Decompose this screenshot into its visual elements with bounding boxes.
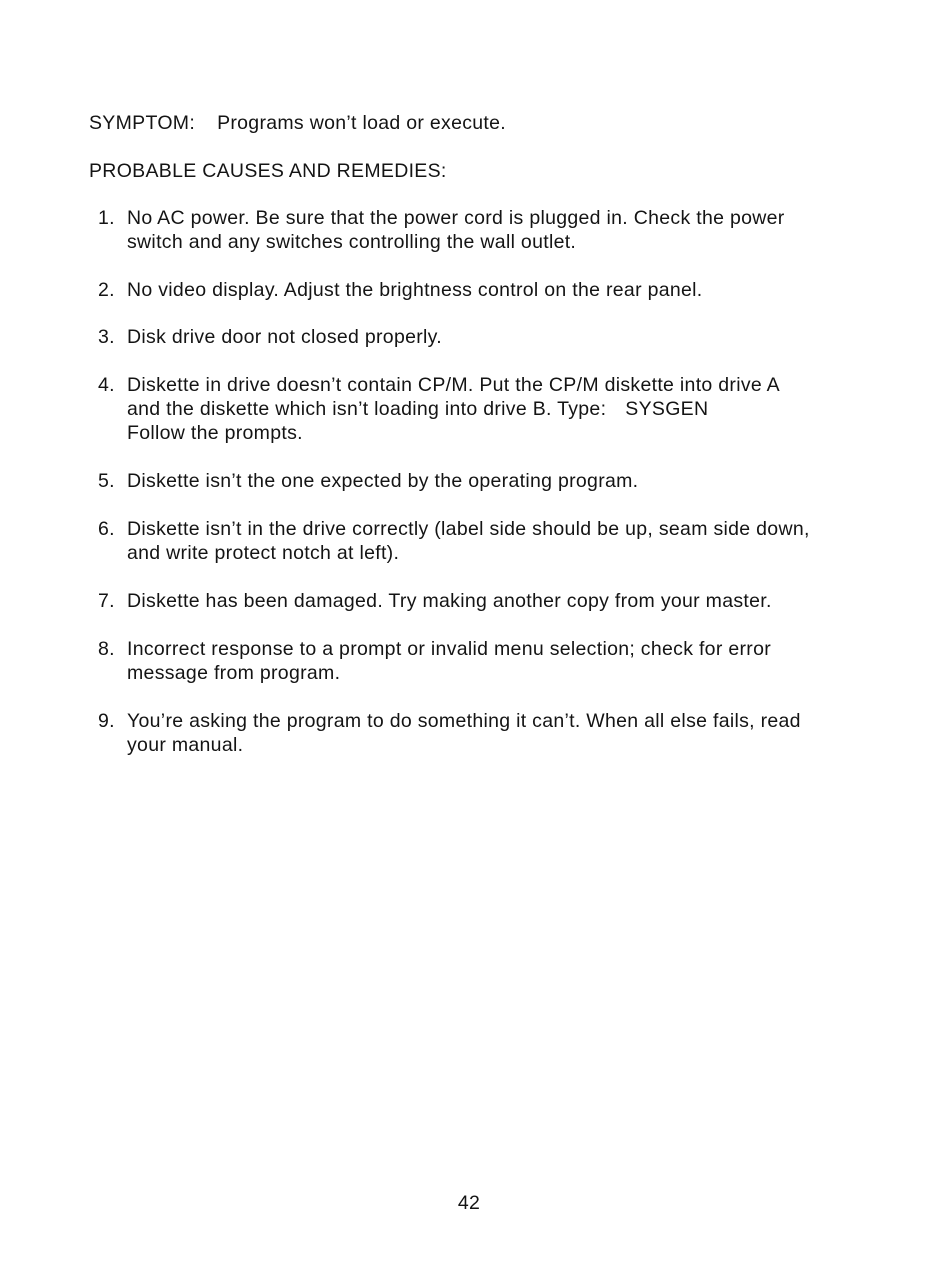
item-line-text: and the diskette which isn’t loading into drive B. Type:	[127, 398, 607, 420]
symptom-line	[89, 111, 506, 135]
item-line: and write protect notch at left).	[127, 542, 400, 564]
item-text	[127, 517, 858, 565]
causes-heading: PROBABLE CAUSES AND REMEDIES:	[89, 160, 447, 182]
remedy-item-2	[98, 278, 858, 302]
remedy-item-8	[98, 637, 858, 685]
item-number: 1.	[98, 207, 115, 229]
remedy-item-6	[98, 517, 858, 565]
sysgen-command: SYSGEN	[625, 398, 709, 420]
item-line: Incorrect response to a prompt or invalid menu selection; check for error	[127, 638, 772, 660]
item-line: Diskette isn’t the one expected by the operating program.	[127, 470, 639, 492]
item-line: your manual.	[127, 734, 244, 756]
remedy-item-1	[98, 206, 858, 254]
remedy-item-3	[98, 325, 858, 349]
item-number: 9.	[98, 710, 115, 732]
item-text	[127, 709, 858, 757]
item-number: 5.	[98, 470, 115, 492]
item-line: switch and any switches controlling the wall outlet.	[127, 231, 577, 253]
item-text	[127, 637, 858, 685]
item-line: Diskette in drive doesn’t contain CP/M. Put the CP/M diskette into drive A	[127, 374, 780, 396]
symptom-label: SYMPTOM:	[89, 112, 196, 134]
remedy-item-4	[98, 373, 858, 445]
item-line: No video display. Adjust the brightness control on the rear panel.	[127, 279, 703, 301]
item-number: 6.	[98, 518, 115, 540]
item-number: 7.	[98, 590, 115, 612]
item-text	[127, 206, 858, 254]
item-text	[127, 373, 858, 445]
remedy-item-7	[98, 589, 858, 613]
remedy-item-5	[98, 469, 858, 493]
remedy-item-9	[98, 709, 858, 757]
item-number: 2.	[98, 279, 115, 301]
item-line	[127, 397, 858, 421]
item-line: You’re asking the program to do something it can’t. When all else fails, read	[127, 710, 801, 732]
page-number: 42	[457, 1192, 481, 1214]
item-line: Follow the prompts.	[127, 422, 303, 444]
item-line: Diskette isn’t in the drive correctly (label side should be up, seam side down,	[127, 518, 810, 540]
item-number: 8.	[98, 638, 115, 660]
item-text	[127, 469, 858, 493]
item-line: Diskette has been damaged. Try making another copy from your master.	[127, 590, 772, 612]
symptom-text: Programs won’t load or execute.	[217, 112, 506, 134]
item-line: message from program.	[127, 662, 341, 684]
item-number: 4.	[98, 374, 115, 396]
item-line: No AC power. Be sure that the power cord is plugged in. Check the power	[127, 207, 785, 229]
item-text	[127, 278, 858, 302]
item-number: 3.	[98, 326, 115, 348]
item-text	[127, 325, 858, 349]
item-text	[127, 589, 858, 613]
item-line: Disk drive door not closed properly.	[127, 326, 442, 348]
